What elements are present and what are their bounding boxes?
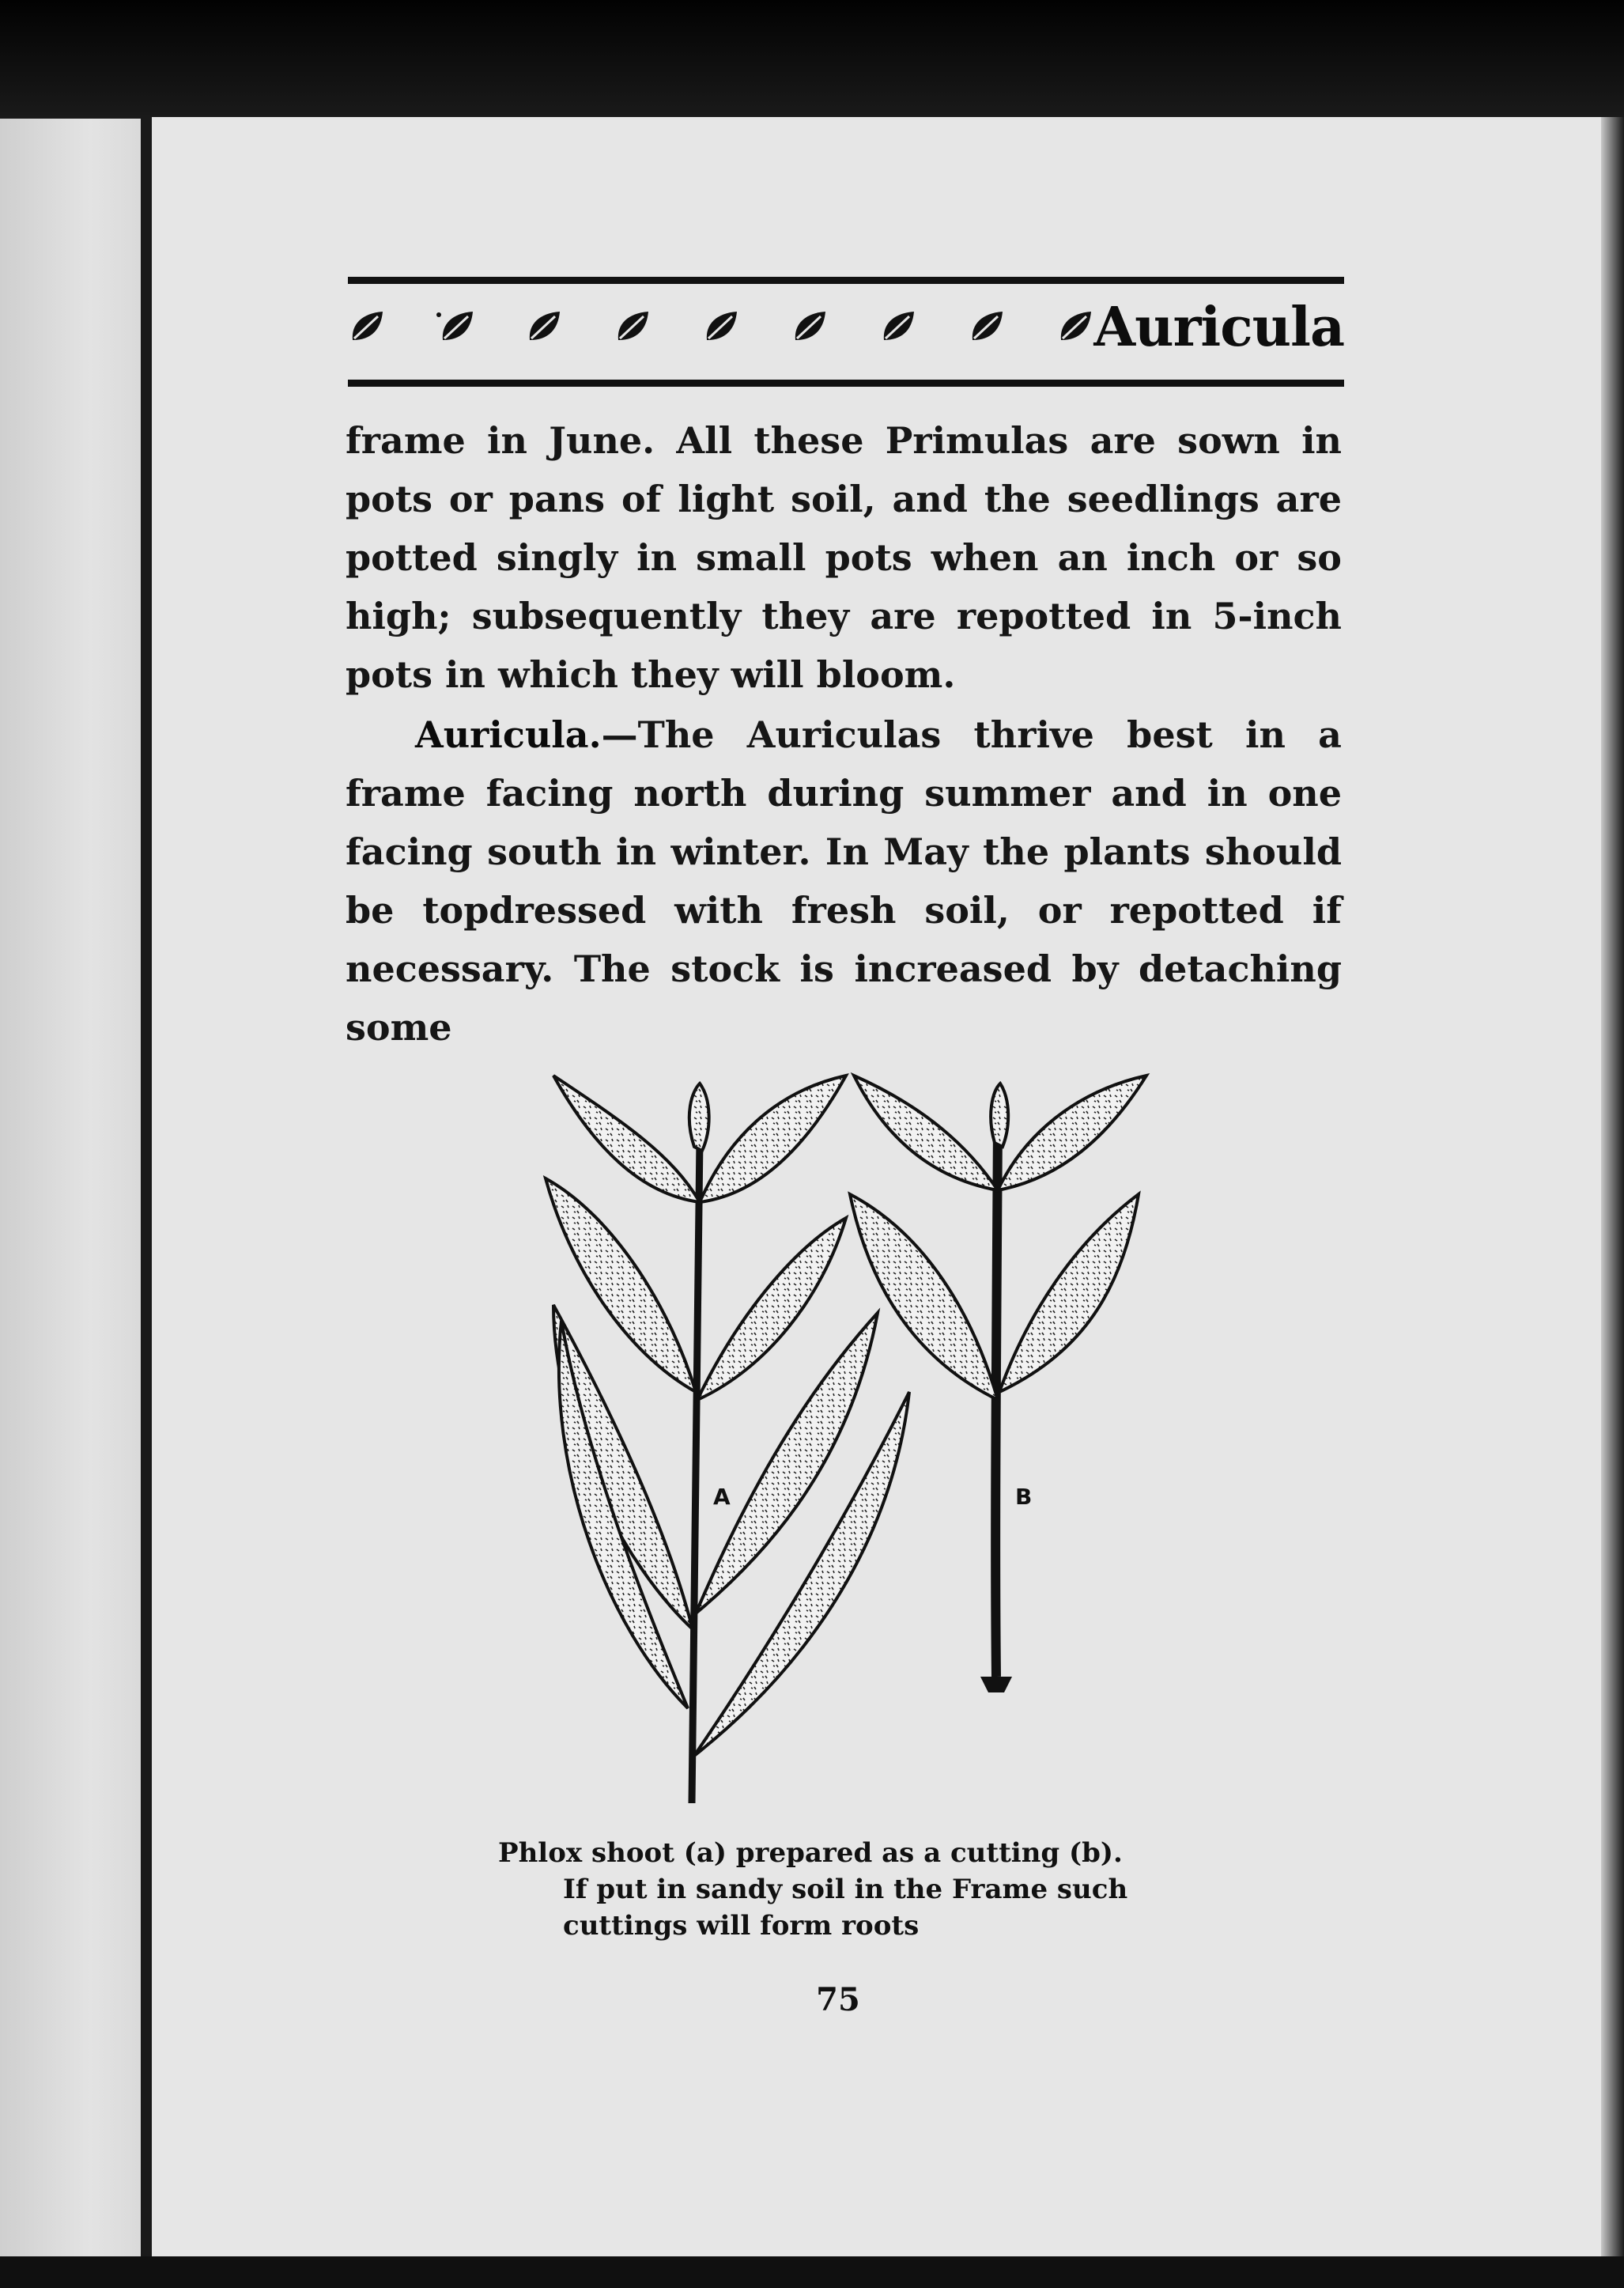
running-header: [348, 296, 1344, 364]
page-edge-shadow: [1601, 117, 1624, 2264]
caption-line-1: Phlox shoot (a) prepared as a cutting (b).: [498, 1837, 1123, 1869]
leaf-ornament-icon: [702, 308, 742, 345]
facing-page-edge: [0, 119, 150, 2262]
caption-line-2: If put in sandy soil in the Frame such: [563, 1874, 1128, 1905]
figure-caption: [498, 1835, 1210, 1944]
paragraph-auricula: [346, 705, 1342, 1057]
label-b: B: [1015, 1484, 1033, 1510]
running-head-title: Auricula: [1093, 296, 1344, 359]
leaf-ornament-icon: [614, 308, 653, 345]
phlox-cutting-illustration: [538, 1060, 1154, 1835]
caption-line-3: cuttings will form roots: [563, 1910, 920, 1942]
scan-top-border: [0, 0, 1624, 119]
header-rule-bottom: [348, 380, 1344, 387]
scan-bottom-border: [0, 2256, 1624, 2288]
header-rule-top: [348, 277, 1344, 284]
paragraph-auricula-text: —The Auriculas thrive best in a frame facing north during summer and in one facing south in winter. In May the plants should be topdressed with fresh soil, or repotted if necessary. The stock is increased by detaching some: [346, 713, 1342, 1049]
run-in-heading: Auricula.: [415, 713, 602, 756]
leaf-ornament-icon: [436, 308, 476, 345]
body-text: [346, 411, 1342, 1057]
shoot-a-leaves: [546, 1076, 909, 1756]
label-a: A: [713, 1484, 731, 1510]
leaf-ornament-icon: [968, 308, 1007, 345]
leaf-ornament-icon: [1056, 308, 1096, 345]
shoot-b-base: [980, 1677, 1012, 1692]
paragraph-continued: frame in June. All these Primulas are sown in pots or pans of light soil, and the seedlings are potted singly in small pots when an inch or so high; subsequently they are repotted in 5-inch pots in which they will bloom.: [346, 419, 1342, 696]
book-gutter: [141, 119, 152, 2262]
leaf-ornament-icon: [348, 308, 387, 345]
page-number: 75: [816, 1981, 860, 2018]
leaf-ornament-icon: [791, 308, 830, 345]
leaf-ornament-icon: [525, 308, 565, 345]
shoot-a-stem: [692, 1139, 700, 1803]
leaf-ornament-icon: [879, 308, 919, 345]
